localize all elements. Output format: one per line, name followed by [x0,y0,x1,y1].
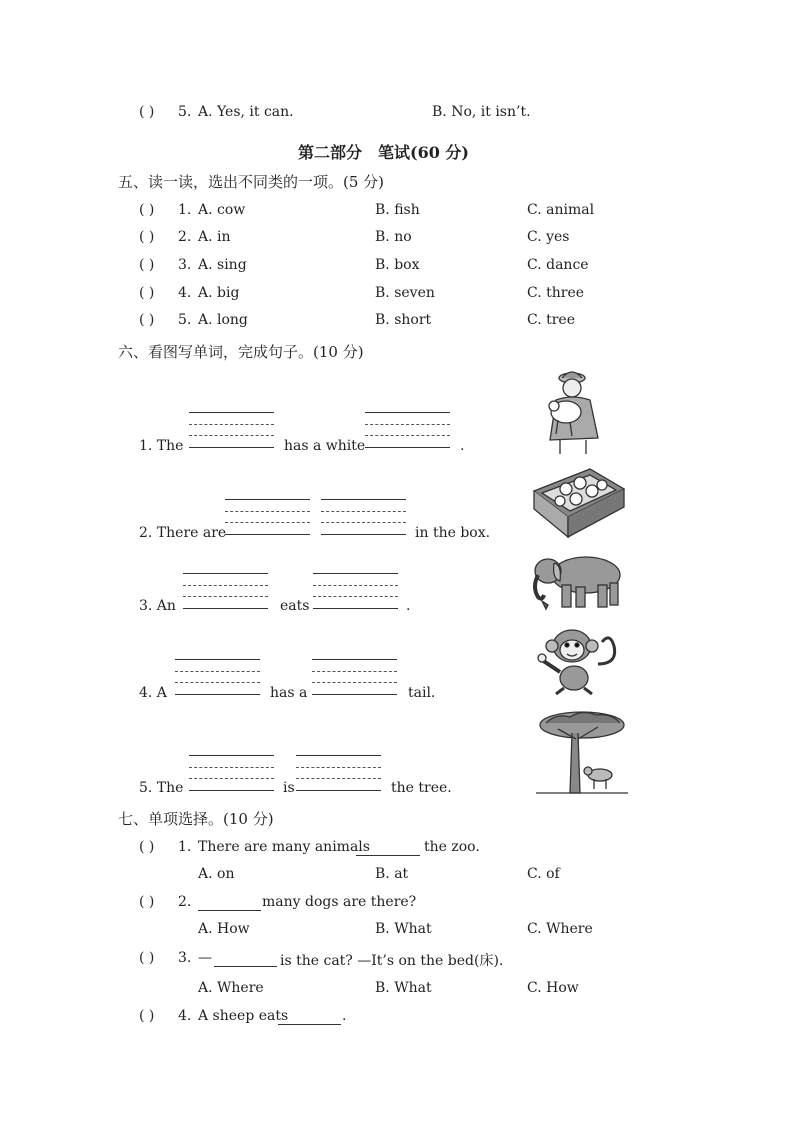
question-text: many dogs are there? [262,894,417,910]
option-b: B. box [375,257,420,273]
question-number: 5. [178,312,192,328]
sentence-part: in the box. [415,525,491,541]
answer-blank[interactable] [356,855,420,856]
question-text: — [198,950,212,966]
option-a: A. in [198,229,231,245]
farmer-with-sheep-icon [530,368,604,454]
question-text: There are many animals [198,839,370,855]
option-a: A. Where [198,980,264,996]
option-c: C. dance [527,257,589,273]
question-text: is the cat? —It’s on the bed(床). [280,953,504,969]
monkey-icon [532,624,620,698]
sentence-part: tail. [408,685,436,701]
question-number: 1. [178,839,192,855]
option-c: C. animal [527,202,595,218]
elephant-icon [530,549,626,611]
question-paren[interactable]: ( ) [139,894,155,910]
question-text: . [342,1008,347,1024]
question-text: A sheep eats [198,1008,289,1024]
option-b: B. What [375,980,432,996]
part2-title: 第二部分 笔试(60 分) [298,143,469,162]
answer-blank[interactable] [198,910,261,911]
option-b: B. no [375,229,412,245]
question-paren[interactable]: ( ) [139,257,155,273]
question-paren[interactable]: ( ) [139,104,155,120]
question-number: 2. [178,229,192,245]
answer-blank[interactable] [214,966,277,967]
option-b: B. seven [375,285,435,301]
option-c: C. Where [527,921,593,937]
option-b: B. What [375,921,432,937]
option-a: A. Yes, it can. [198,104,294,120]
option-a: A. cow [198,202,246,218]
option-a: A. long [198,312,248,328]
option-a: A. sing [198,257,247,273]
option-b: B. at [375,866,409,882]
question-number: 4. [178,1008,192,1024]
option-a: A. big [198,285,240,301]
sentence-part: 1. The [139,438,184,454]
question-number: 3. [178,950,192,966]
section7-title: 七、单项选择。(10 分) [118,810,274,828]
question-paren[interactable]: ( ) [139,312,155,328]
question-number: 4. [178,285,192,301]
option-c: C. tree [527,312,576,328]
question-paren[interactable]: ( ) [139,839,155,855]
option-a: A. How [198,921,250,937]
option-c: C. three [527,285,585,301]
question-paren[interactable]: ( ) [139,1008,155,1024]
option-c: C. of [527,866,560,882]
question-text: the zoo. [424,839,480,855]
option-c: C. How [527,980,579,996]
sentence-part: has a white [284,438,366,454]
sentence-part: is [283,780,295,796]
question-number: 3. [178,257,192,273]
sentence-part: 4. A [139,685,167,701]
question-paren[interactable]: ( ) [139,285,155,301]
section6-title: 六、看图写单词，完成句子。(10 分) [118,343,364,361]
sentence-part: the tree. [391,780,452,796]
option-b: B. fish [375,202,420,218]
question-number: 2. [178,894,192,910]
question-paren[interactable]: ( ) [139,202,155,218]
option-b: B. short [375,312,432,328]
answer-blank[interactable] [278,1024,341,1025]
question-number: 1. [178,202,192,218]
section5-title: 五、读一读，选出不同类的一项。(5 分) [118,173,385,191]
option-b: B. No, it isn’t. [432,104,531,120]
sentence-part: 5. The [139,780,184,796]
tree-with-animal-icon [536,709,628,795]
sentence-part: has a [270,685,308,701]
box-of-kittens-icon [530,463,626,543]
option-a: A. on [198,866,235,882]
sentence-part: 2. There are [139,525,227,541]
question-paren[interactable]: ( ) [139,950,155,966]
sentence-part: . [460,438,465,454]
option-c: C. yes [527,229,570,245]
sentence-part: 3. An [139,598,176,614]
sentence-part: eats [280,598,310,614]
question-number: 5. [178,104,192,120]
question-paren[interactable]: ( ) [139,229,155,245]
sentence-part: . [406,598,411,614]
